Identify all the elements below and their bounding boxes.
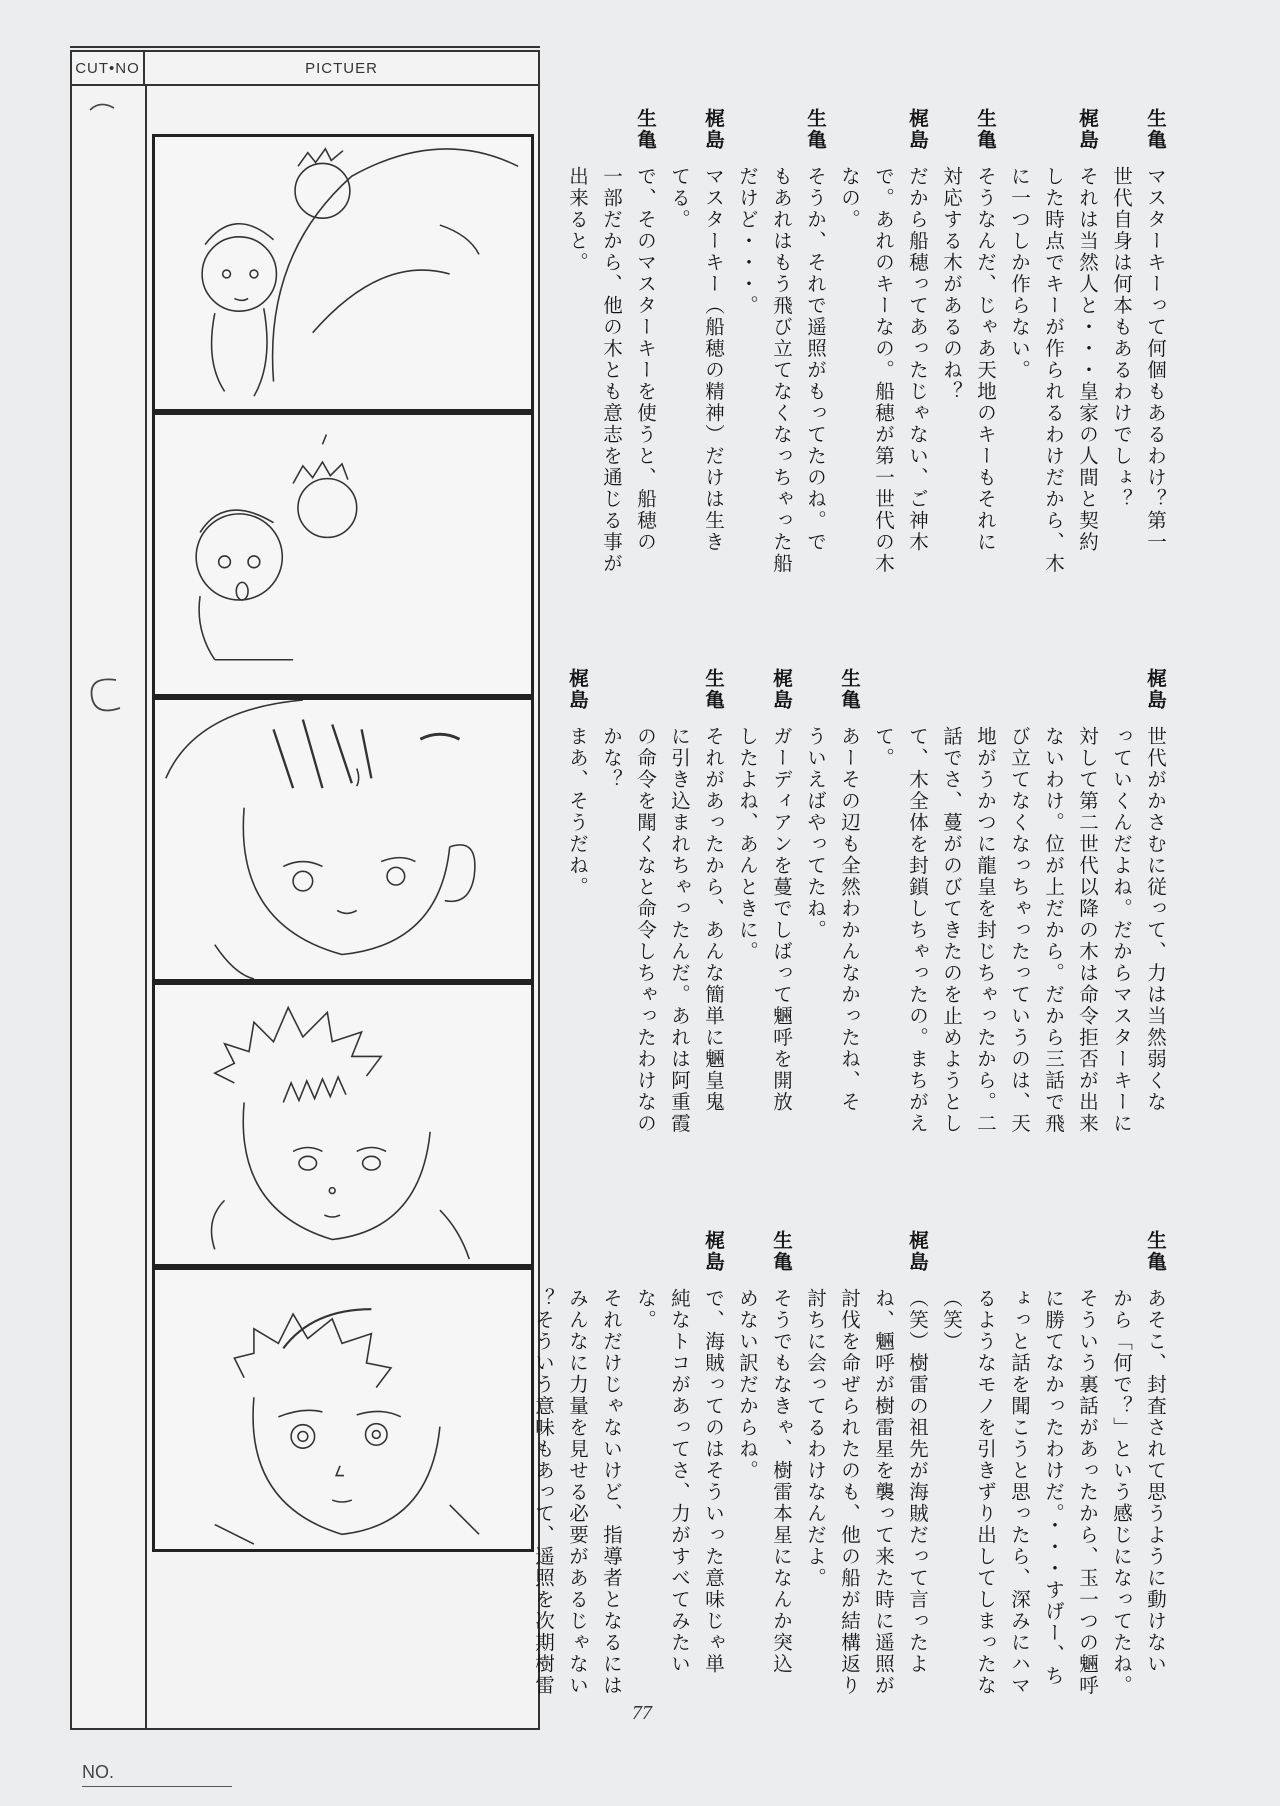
dialogue-line: て、木全体を封鎖しちゃったの。まちがえ [906, 726, 929, 1135]
dialogue-entry [560, 668, 594, 1138]
dialogue-entry [798, 668, 866, 1138]
dialogue-line: の命令を聞くなと命令しちゃったわけなの [634, 726, 657, 1135]
speaker-label: 生亀 [634, 108, 657, 151]
speaker-label: 生亀 [1144, 108, 1167, 151]
dialogue-line: 対応する木があるのね？ [940, 166, 963, 403]
dialogue-entry [832, 108, 934, 648]
dialogue-line: めない訳だからね。 [736, 1288, 759, 1482]
dialogue-entry [662, 108, 730, 648]
dialogue-line: ないわけ。位が上だから。だから三話で飛 [1042, 726, 1065, 1135]
cut-mark-3 [80, 662, 130, 722]
storyboard-frame-4 [152, 982, 534, 1267]
sketch-boy-spiky-hair [155, 985, 531, 1264]
text-block-lower [532, 1230, 1172, 1700]
speaker-label: 生亀 [770, 1230, 793, 1273]
dialogue-line: 討ちに会ってるわけなんだよ。 [804, 1288, 827, 1589]
sketch-boy-sweating [155, 700, 531, 979]
dialogue-line: そうなんだ、じゃあ天地のキーもそれに [974, 166, 997, 553]
dialogue-line: それがあったから、あんな簡単に魎皇鬼 [702, 726, 725, 1113]
dialogue-line: したよね、あんときに。 [736, 726, 759, 963]
dialogue-line: るようなモノを引きずり出してしまったな [974, 1288, 997, 1697]
storyboard-frame-1 [152, 134, 534, 412]
dialogue-entry [934, 108, 1002, 648]
dialogue-line: それだけじゃないけど、指導者となるには [600, 1288, 623, 1697]
dialogue-line: て。 [872, 726, 895, 769]
speaker-label: 梶島 [906, 108, 929, 151]
speaker-label: 生亀 [702, 668, 725, 711]
speaker-label: 梶島 [1144, 668, 1167, 711]
dialogue-entry [866, 668, 1172, 1138]
dialogue-line: ょっと話を聞こうと思ったら、深みにハマ [1008, 1288, 1031, 1697]
cut-mark-1 [80, 94, 130, 134]
dialogue-line: ういえばやってたね。 [804, 726, 827, 941]
dialogue-line: （笑） [940, 1288, 963, 1353]
dialogue-line: なの。 [838, 166, 861, 231]
dialogue-line: 話でさ、蔓がのびてきたのを止めようとし [940, 726, 963, 1135]
dialogue-line: そうか、それで遥照がもってたのね。で [804, 166, 827, 553]
dialogue-line: まあ、そうだね。 [566, 726, 589, 898]
dialogue-entry [560, 108, 662, 648]
dialogue-line: みんなに力量を見せる必要があるじゃない [566, 1288, 589, 1697]
dialogue-entry [730, 1230, 798, 1700]
dialogue-line: から「何で？」という感じになってたね。 [1110, 1288, 1133, 1697]
dialogue-line: だけど・・・。 [736, 166, 759, 317]
dialogue-line: かな？ [600, 726, 623, 791]
dialogue-line: マスターキーって何個もあるわけ？第一 [1144, 166, 1167, 553]
dialogue-line: した時点でキーが作られるわけだから、木 [1042, 166, 1065, 575]
dialogue-entry [526, 1230, 730, 1700]
speaker-label: 梶島 [566, 668, 589, 711]
storyboard-frame-5 [152, 1267, 534, 1552]
dialogue-line: もあれはもう飛び立てなくなっちゃった船 [770, 166, 793, 575]
dialogue-line: に一つしか作らない。 [1008, 166, 1031, 381]
storyboard-frame-2 [152, 412, 534, 697]
dialogue-line: 出来ると。 [566, 166, 589, 274]
sketch-two-characters-rock [155, 137, 531, 409]
dialogue-entry [730, 108, 832, 648]
speaker-label: 生亀 [974, 108, 997, 151]
dialogue-line: あーその辺も全然わかんなかったね、そ [838, 726, 861, 1113]
dialogue-line: 一部だから、他の木とも意志を通じる事が [600, 166, 623, 575]
no-label: NO. [82, 1762, 115, 1782]
no-underline [82, 1786, 232, 1787]
speaker-label: 梶島 [1076, 108, 1099, 151]
dialogue-line: だから船穂ってあったじゃない、ご神木 [906, 166, 929, 553]
speaker-label: 生亀 [1144, 1230, 1167, 1273]
dialogue-line: び立てなくなっちゃったっていうのは、天 [1008, 726, 1031, 1135]
dialogue-line: で、そのマスターキーを使うと、船穂の [634, 166, 657, 553]
cut-column-divider [145, 86, 147, 1728]
dialogue-line: 世代がかさむに従って、力は当然弱くな [1144, 726, 1167, 1113]
dialogue-line: に勝てなかったわけだ。・・・すげー、ち [1042, 1288, 1065, 1687]
dialogue-line: で。あれのキーなの。船穂が第一世代の木 [872, 166, 895, 575]
storyboard-sheet [70, 50, 540, 1730]
dialogue-entry [798, 1230, 934, 1700]
dialogue-line: （笑）樹雷の祖先が海賊だって言ったよ [906, 1288, 929, 1675]
cut-number-header: CUT•NO [72, 52, 145, 86]
dialogue-line: 純なトコがあってさ、力がすべてみたいな。 [634, 1288, 691, 1675]
dialogue-entry [594, 668, 730, 1138]
text-block-middle [566, 668, 1172, 1138]
dialogue-line: そういう裏話があったから、玉一つの魎呼 [1076, 1288, 1099, 1697]
dialogue-line: ガーディアンを蔓でしばって魎呼を開放 [770, 726, 793, 1113]
speaker-label: 梶島 [702, 1230, 725, 1273]
dialogue-line: 対して第二世代以降の木は命令拒否が出来 [1076, 726, 1099, 1135]
dialogue-line: ？そういう意味もあって、遥照を次期樹雷 [532, 1288, 555, 1697]
speaker-label: 梶島 [770, 668, 793, 711]
dialogue-line: 討伐を命ぜられたのも、他の船が結構返り [838, 1288, 861, 1697]
dialogue-line: それは当然人と・・・皇家の人間と契約 [1076, 166, 1099, 553]
dialogue-line: に引き込まれちゃったんだ。あれは阿重霞 [668, 726, 691, 1135]
dialogue-line: っていくんだよね。だからマスターキーに [1110, 726, 1133, 1135]
text-block-upper [566, 108, 1172, 648]
dialogue-line: あそこ、封査されて思うように動けない [1144, 1288, 1167, 1675]
storyboard-frame-3 [152, 697, 534, 982]
sheet-top-rule [70, 46, 540, 48]
sketch-boy-serious [155, 1270, 531, 1549]
dialogue-line: てる。 [668, 166, 691, 231]
picture-header: PICTUER [145, 52, 538, 86]
dialogue-line: そうでもなきゃ、樹雷本星になんか突込 [770, 1288, 793, 1675]
dialogue-line: 世代自身は何本もあるわけでしょ？ [1110, 166, 1133, 510]
page-number: 77 [632, 1702, 652, 1724]
dialogue-entry [730, 668, 798, 1138]
speaker-label: 生亀 [804, 108, 827, 151]
dialogue-entry [934, 1230, 1172, 1700]
speaker-label: 生亀 [838, 668, 861, 711]
dialogue-line: ね、魎呼が樹雷星を襲って来た時に遥照が [872, 1288, 895, 1697]
dialogue-line: 地がうかつに龍皇を封じちゃったから。二 [974, 726, 997, 1135]
dialogue-line: マスターキー（船穂の精神）だけは生き [702, 166, 725, 553]
speaker-label: 梶島 [906, 1230, 929, 1273]
dialogue-entry [1002, 108, 1104, 648]
sketch-surprised-characters [155, 415, 531, 694]
dialogue-line: で、海賊ってのはそういった意味じゃ単 [702, 1288, 725, 1675]
dialogue-entry [1104, 108, 1172, 648]
speaker-label: 梶島 [702, 108, 725, 151]
